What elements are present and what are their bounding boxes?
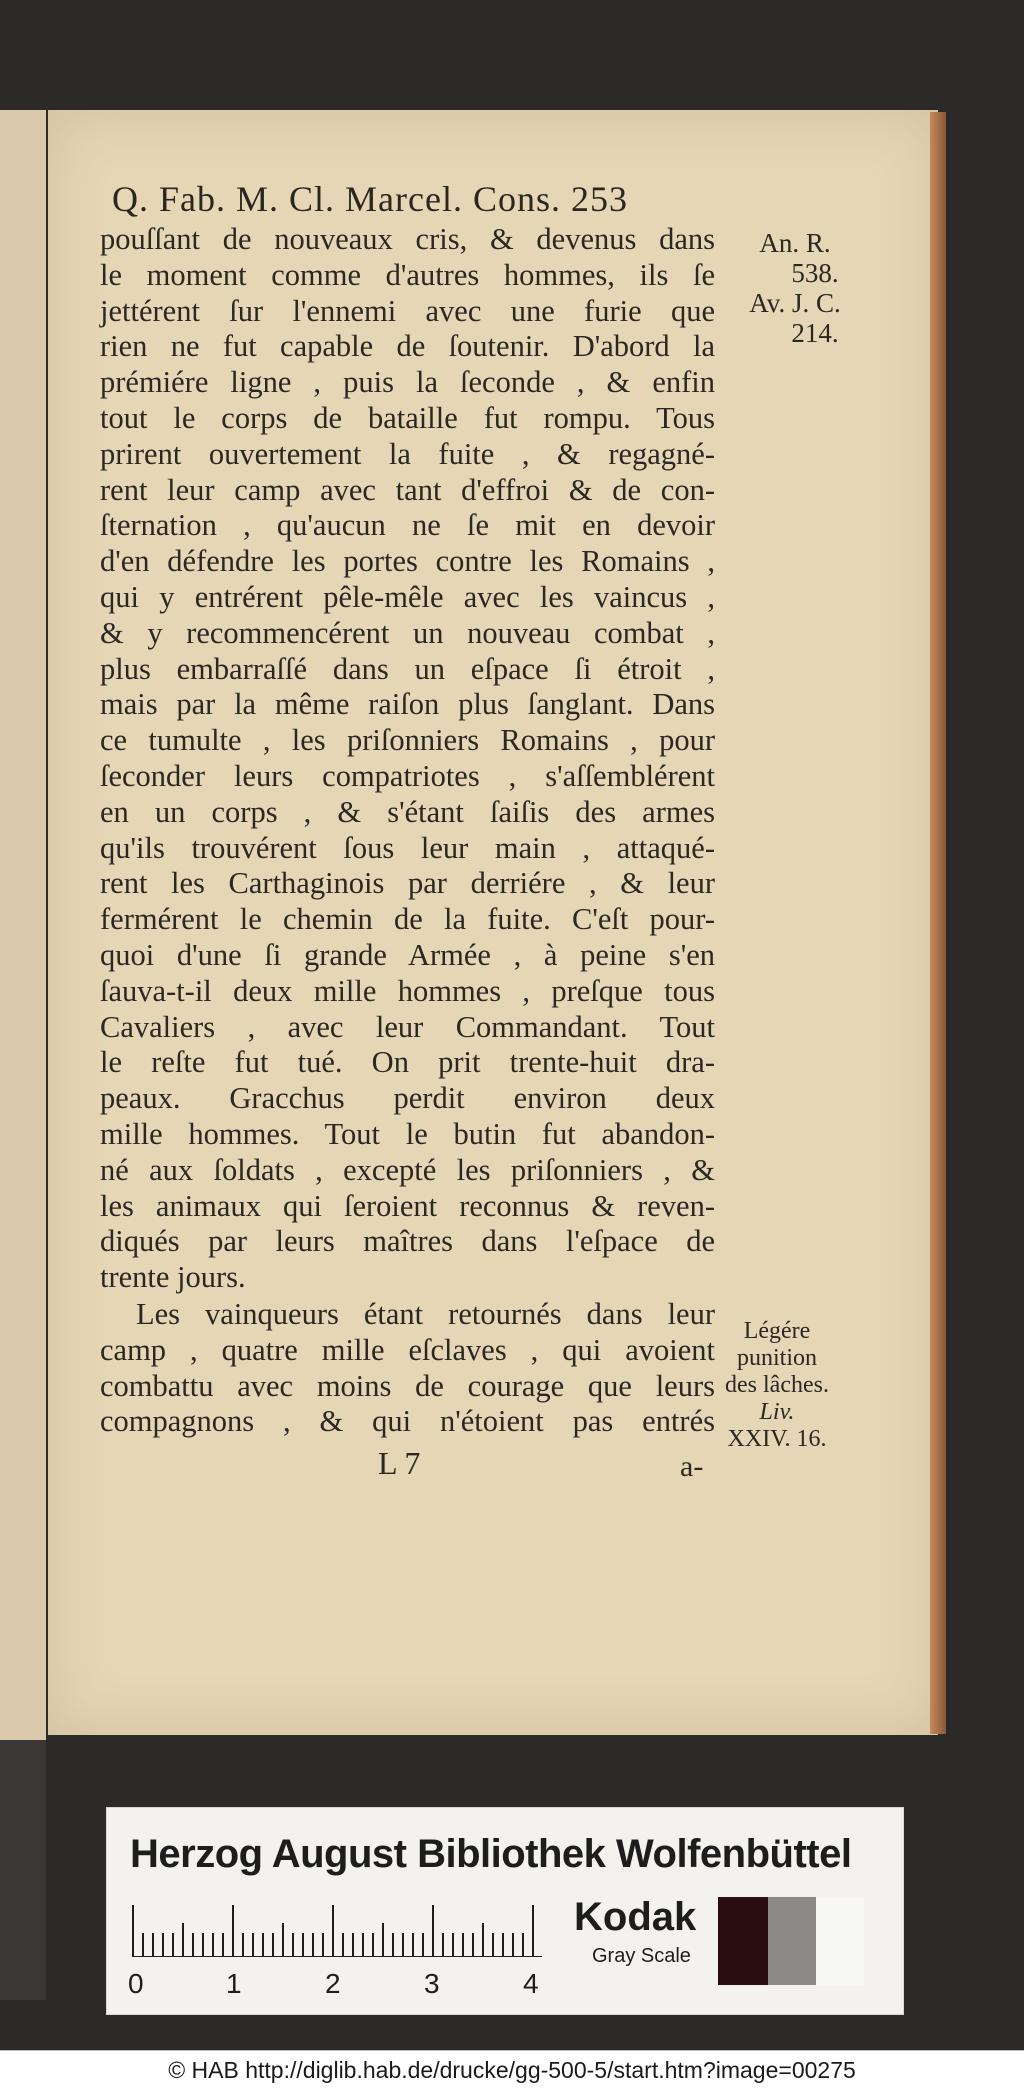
margin-year-line: 214. [791,318,839,348]
margin-side-line: des lâches. [725,1372,829,1398]
margin-year-line: Av. J. C. [749,288,841,318]
gray-scale-label: Gray Scale [592,1945,691,1967]
margin-year-line: 538. [791,258,839,288]
text-line: ſternation , qu'aucun ne ſe mit en devoir [100,508,715,543]
margin-side-line: Légére [743,1318,811,1344]
copyright-footer: © HAB http://diglib.hab.de/drucke/gg-500-5/start.htm?image=00275 [0,2050,1024,2090]
text-line: Cavaliers , avec leur Commandant. Tout [100,1009,715,1044]
margin-side-note [712,1318,842,1453]
text-line: d'en défendre les portes contre les Romains , [100,544,715,579]
ruler-number: 4 [523,1968,539,1999]
margin-side-line: XXIV. 16. [727,1426,827,1452]
dark-swatch [718,1897,768,1985]
ruler-number: 3 [424,1968,440,1999]
text-line: le reſte fut tué. On prit trente-huit dra- [100,1045,715,1080]
text-line: rent leur camp avec tant d'effroi & de con- [100,472,715,507]
library-name: Herzog August Bibliothek Wolfenbüttel [130,1832,852,1876]
background-dark [0,1740,46,2000]
ruler-number: 1 [226,1968,242,1999]
text-line: mille hommes. Tout le butin fut abandon- [100,1116,715,1151]
text-line: diqués par leurs maîtres dans l'eſpace de [100,1224,715,1259]
text-line: ſauva-t-il deux mille hommes , preſque tous [100,973,715,1008]
text-line: rien ne fut capable de ſoutenir. D'abord la [100,329,715,364]
kodak-logo: Kodak [574,1895,697,1939]
text-line: combattu avec moins de courage que leurs [100,1368,715,1403]
ruler-number: 2 [325,1968,341,1999]
text-line: mais par la même raiſon plus ſanglant. Dans [100,687,715,722]
text-line: pouſſant de nouveaux cris, & devenus dans [100,222,715,256]
text-line: quoi d'une ſi grande Armée , à peine s'en [100,937,715,972]
text-line: camp , quatre mille eſclaves , qui avoient [100,1332,715,1367]
running-head: Q. Fab. M. Cl. Marcel. Cons. 253 [112,179,628,219]
text-line: jettérent ſur l'ennemi avec une furie que [100,293,715,328]
text-line: trente jours. [100,1260,246,1295]
catchword: a- [680,1450,704,1483]
text-line: né aux ſoldats , excepté les priſonniers , & [100,1152,715,1187]
text-line: prémiére ligne , puis la ſeconde , & enfin [100,365,715,400]
gray-swatch [768,1897,816,1985]
text-line: ce tumulte , les priſonniers Romains , pour [100,723,715,758]
text-line: Les vainqueurs étant retournés dans leur [136,1297,715,1331]
text-line: rent les Carthaginois par derriére , & leur [100,866,715,901]
text-line: ſeconder leurs compatriotes , s'aſſemblérent [100,758,715,793]
ruler-ticks [132,1905,542,1957]
margin-side-line: punition [736,1345,817,1371]
margin-side-line: Liv. [759,1399,795,1425]
signature-mark: L 7 [378,1445,421,1481]
text-line: en un corps , & s'étant ſaiſis des armes [100,794,715,829]
margin-year-note [740,228,850,348]
paragraph-2 [100,1297,715,1440]
text-line: tout le corps de bataille fut rompu. Tous [100,400,715,435]
text-line: qu'ils trouvérent ſous leur main , attaqué- [100,830,715,865]
text-line: qui y entrérent pêle-mêle avec les vaincus , [100,579,715,614]
text-line: prirent ouvertement la fuite , & regagné- [100,436,715,471]
text-line: & y recommencérent un nouveau combat , [100,615,715,650]
text-line: fermérent le chemin de la fuite. C'eſt pour- [100,902,715,937]
white-swatch [816,1897,864,1985]
text-line: les animaux qui ſeroient reconnus & reven- [100,1188,715,1223]
text-line: compagnons , & qui n'étoient pas entrés [100,1404,715,1439]
ruler-number: 0 [128,1968,144,1999]
facing-page-edge [0,110,46,1740]
text-line: le moment comme d'autres hommes, ils ſe [100,257,715,292]
paragraph-1 [100,222,715,1296]
margin-year-line: An. R. [759,228,831,258]
page-fore-edge [930,112,946,1734]
text-line: plus embarraſſé dans un eſpace ſi étroit , [100,651,715,686]
text-line: peaux. Gracchus perdit environ deux [100,1081,715,1116]
